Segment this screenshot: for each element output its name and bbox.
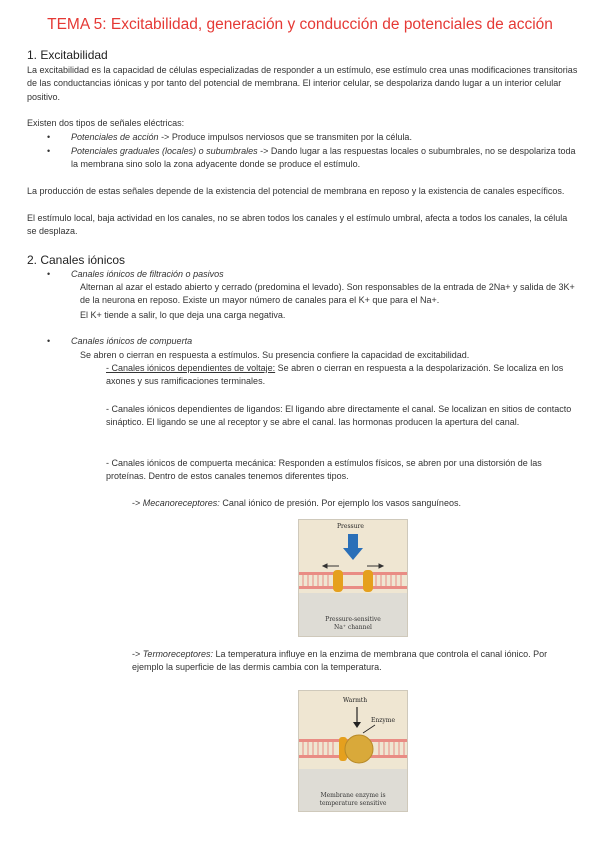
temperature-enzyme-figure: [298, 690, 408, 812]
thermoreceptors-text: La temperatura influye en la enzima de membrana que controla el canal iónico. Por ejemplo la superficie de las dermis cambia con la temperatura.: [132, 649, 548, 673]
mechanical-gated-paragraph: - Canales iónicos de compuerta mecánica: Responden a estímulos físicos, se abren por una distorsión de las proteínas. Dentro de estos canales tenemos diferentes tipos.: [106, 458, 542, 482]
fig2-enzyme-label: Enzyme: [371, 717, 396, 724]
pressure-channel-figure: [298, 519, 408, 637]
bullet-title: Canales iónicos de filtración o pasivos: [71, 269, 224, 279]
fig1-caption-line-2: Na⁺ channel: [334, 624, 372, 631]
fig2-caption-line-2: temperature sensitive: [319, 800, 387, 807]
s2-bullet-1-text-2: El K+ tiende a salir, lo que deja una carga negativa.: [80, 310, 286, 320]
fig1-caption-line-1: Pressure-sensitive: [325, 616, 381, 623]
ligand-gated-paragraph: - Canales iónicos dependientes de ligandos: El ligando abre directamente el canal. Se localizan en sitios de contacto sináptico. El ligando se une al receptor y se abre el canal. las hormonas producen la apertura del canal.: [106, 404, 572, 428]
s2-bullet-1-text: Alternan al azar el estado abierto y cerrado (predomina el levado). Son responsables de la entrada de 2Na+ y salida de 3K+ de la neurona en reposo. Existe un mayor número de canales para el K+ que para el Na+.: [80, 282, 575, 306]
section-1-heading: 1. Excitabilidad: [27, 48, 108, 62]
thermoreceptors-title: Termoreceptores:: [142, 649, 213, 659]
bullet-icon: •: [47, 146, 51, 156]
voltage-gated-title: - Canales iónicos dependientes de voltaje:: [106, 363, 276, 373]
s1-paragraph-4: El estímulo local, baja actividad en los canales, no se abren todos los canales y el estímulo umbral, afecta a todos los canales, la célula se desplaza.: [27, 213, 568, 237]
mechanoreceptors-paragraph: [132, 497, 576, 510]
fig2-caption-line-1: Membrane enzyme is: [320, 792, 386, 799]
bullet-icon: •: [47, 269, 51, 279]
voltage-gated-text: Se abren o cierran en respuesta a la despolarización. Se localiza en los axones y sus ramificaciones terminales.: [106, 363, 564, 387]
bullet-title: Canales iónicos de compuerta: [71, 336, 193, 346]
s1-paragraph-2: Existen dos tipos de señales eléctricas:: [27, 118, 185, 128]
s1-bullet-2: [71, 145, 576, 172]
arrow-text: ->: [132, 498, 143, 508]
bullet-title: Potenciales de acción: [71, 132, 159, 142]
pressure-arrow-icon: [348, 534, 358, 548]
bullet-text: -> Dando lugar a las respuestas locales o subumbrales, no se despolariza toda la membrana sino solo la zona adyacente donde se produce el estímulo.: [71, 146, 576, 170]
bullet-icon: •: [47, 336, 51, 346]
mechanoreceptors-text: Canal iónico de presión. Por ejemplo los vasos sanguíneos.: [219, 498, 461, 508]
s1-paragraph-3: La producción de estas señales depende de la existencia del potencial de membrana en reposo y la existencia de canales específicos.: [27, 186, 565, 196]
thermoreceptors-paragraph: [132, 648, 576, 675]
s2-bullet-2-text: Se abren o cierran en respuesta a estímulos. Su presencia confiere la capacidad de excitabilidad.: [80, 350, 470, 360]
s1-bullet-1: [71, 131, 576, 144]
enzyme-icon: [339, 735, 373, 763]
voltage-gated-paragraph: [106, 362, 576, 389]
bullet-icon: •: [47, 132, 51, 142]
section-2-heading: 2. Canales iónicos: [27, 253, 126, 267]
bullet-title: Potenciales graduales (locales) o subumbrales: [71, 146, 258, 156]
s2-bullet-2-title: [71, 335, 576, 348]
s2-bullet-1-title: [71, 268, 576, 281]
s1-paragraph-1: La excitabilidad es la capacidad de células especializadas de responder a un estímulo, ese estímulo crea unas modificaciones transitorias de las conductancias iónicas y por tanto del potencial de membrana. El interior celular, se despolariza dando lugar a un interior celular positivo.: [27, 65, 578, 102]
fig2-top-label: Warmth: [343, 697, 368, 704]
arrow-text: ->: [132, 649, 143, 659]
page-title: TEMA 5: Excitabilidad, generación y conducción de potenciales de acción: [47, 16, 553, 33]
fig1-top-label: Pressure: [337, 523, 364, 530]
bullet-text: -> Produce impulsos nerviosos que se transmiten por la célula.: [158, 132, 412, 142]
mechanoreceptors-title: Mecanoreceptores:: [142, 498, 220, 508]
